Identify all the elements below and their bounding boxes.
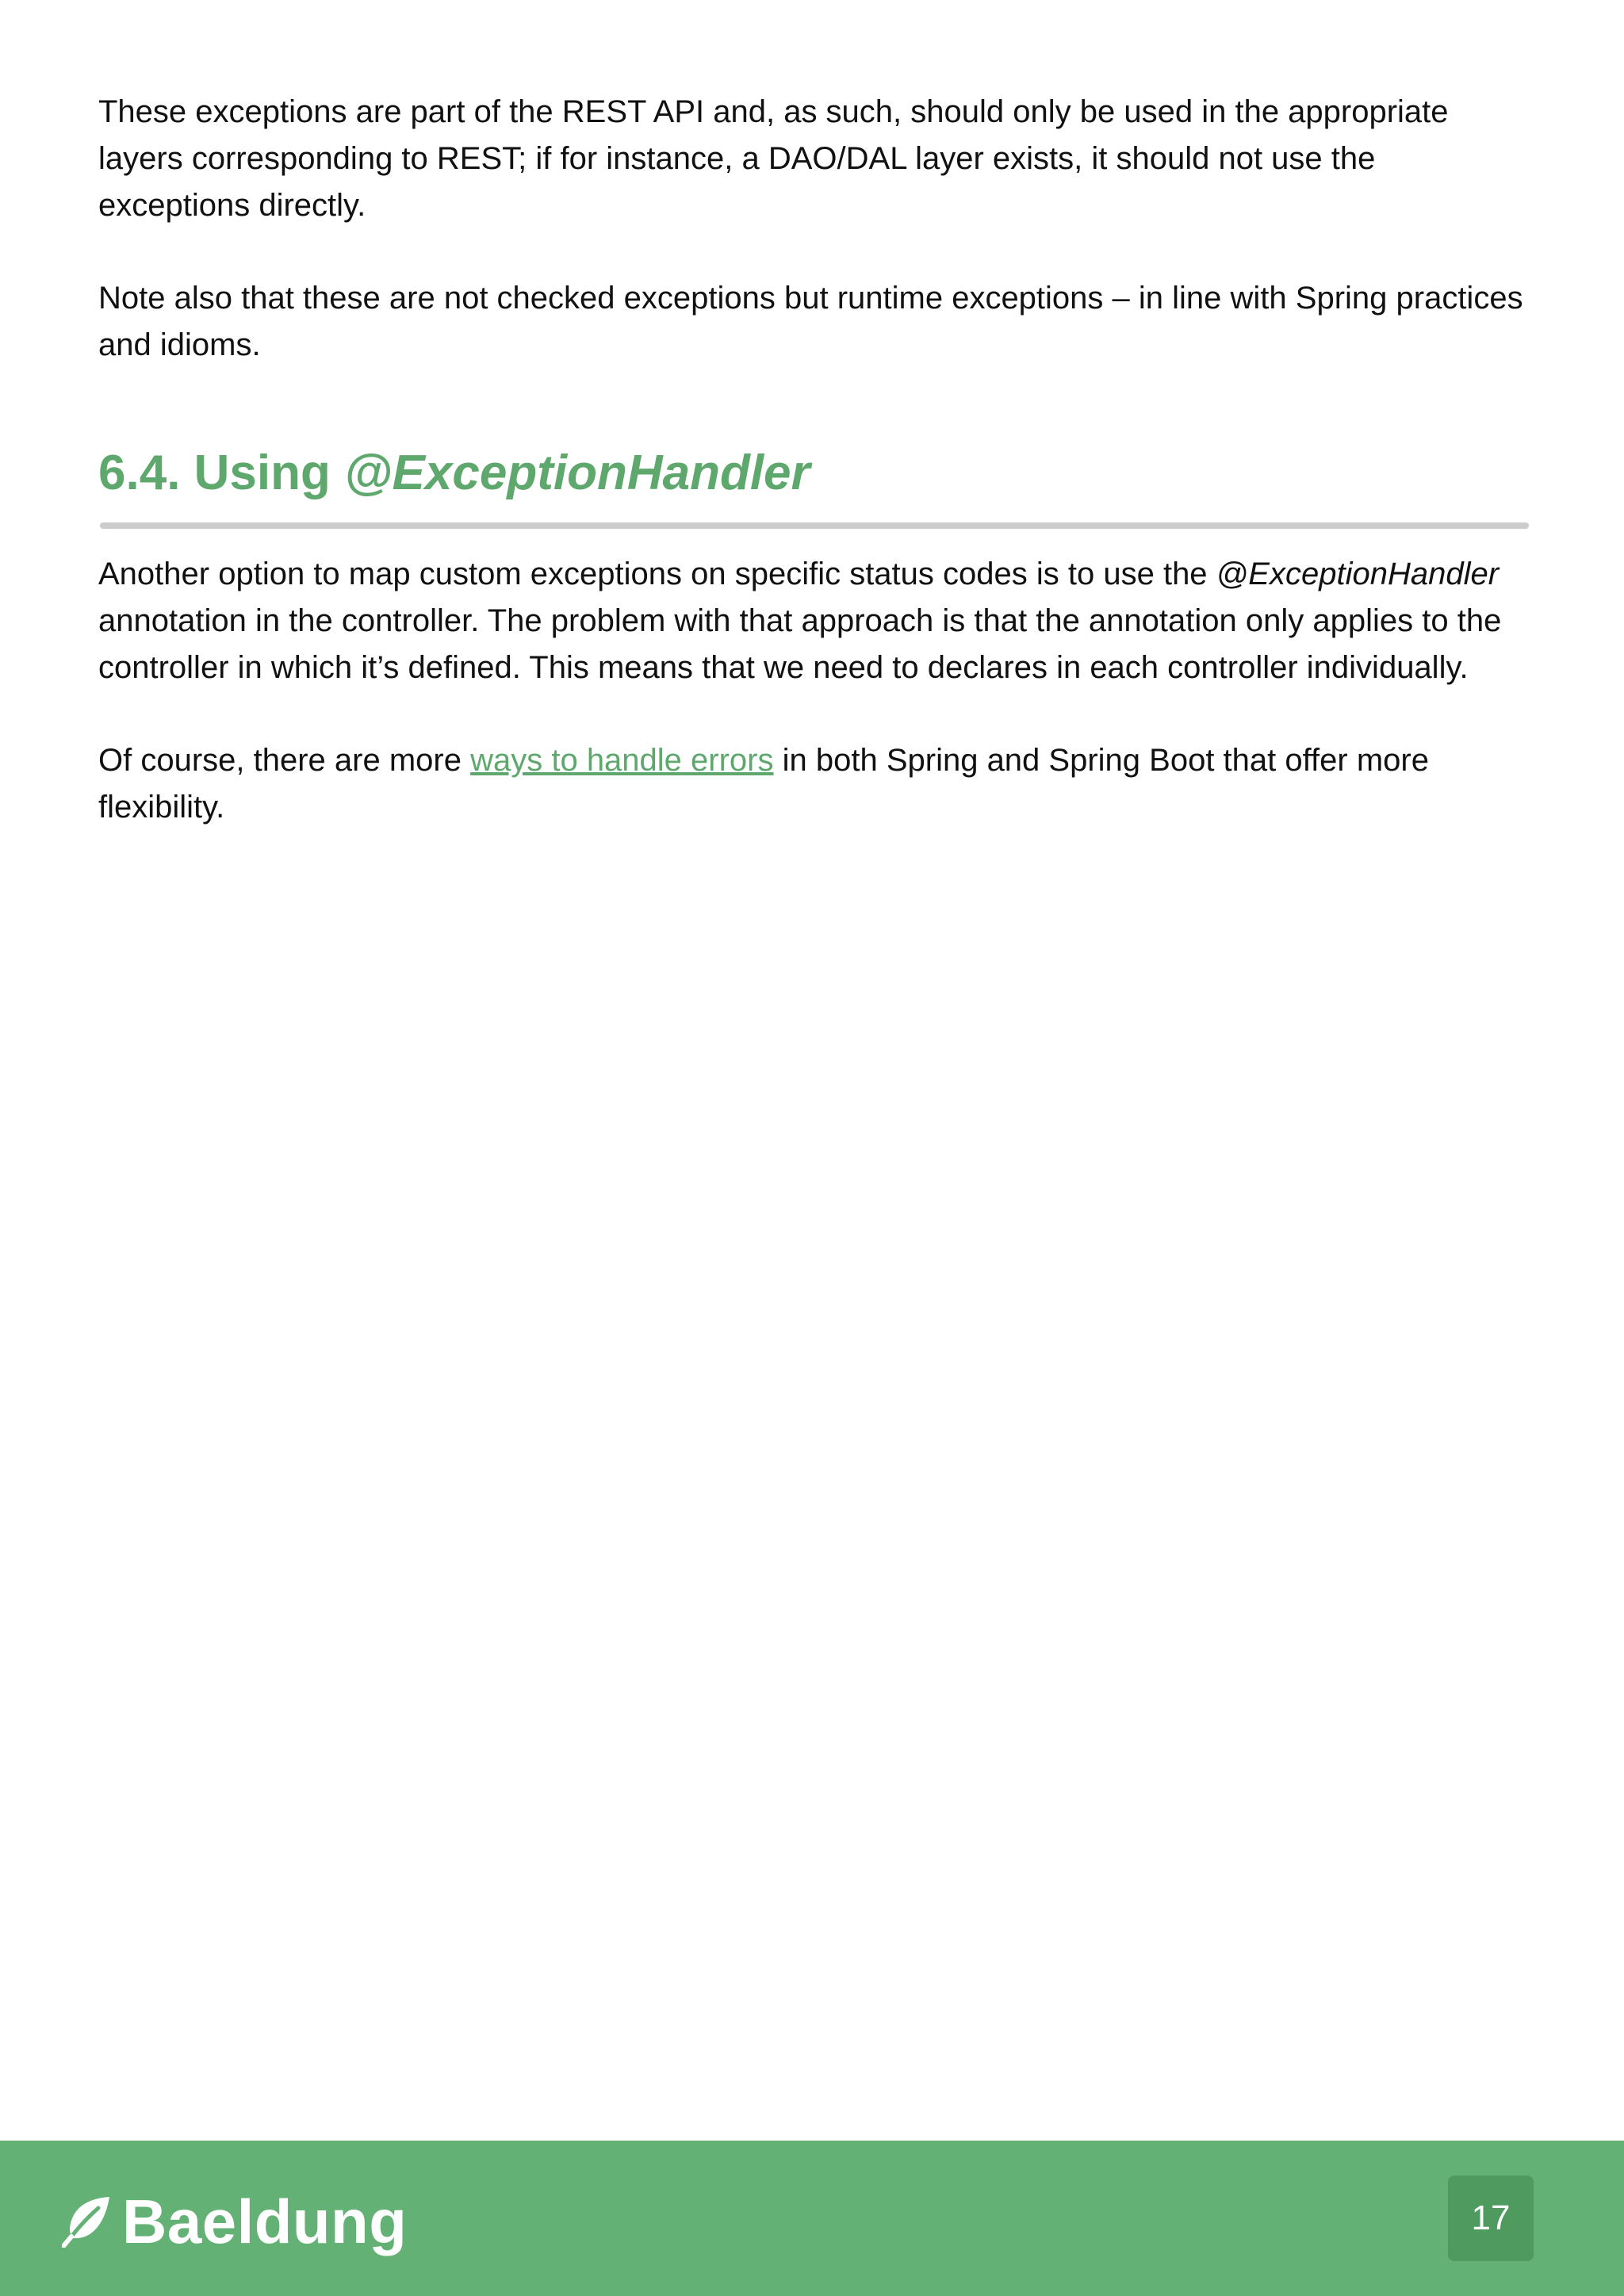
paragraph-exception-handler: [98, 551, 1530, 691]
section-divider: [100, 522, 1529, 529]
paragraph-more-ways-start: Of course, there are more: [98, 743, 471, 778]
leaf-icon: [62, 2195, 113, 2248]
page-number-badge: [1448, 2175, 1534, 2261]
paragraph-rest-exceptions: These exceptions are part of the REST API and, as such, should only be used in the appropriate layers corresponding to REST; if for instance, a DAO/DAL layer exists, it should not use the exceptions directly.: [98, 94, 1449, 223]
paragraph-more-ways: [98, 737, 1530, 831]
paragraph-exception-handler-end: annotation in the controller. The problem with that approach is that the annotation only applies to the controller in which it’s defined. This means that we need to declares in each controller individually.: [98, 603, 1502, 685]
paragraph-runtime-exceptions: Note also that these are not checked exceptions but runtime exceptions – in line with Spring practices and idioms.: [98, 281, 1523, 362]
brand-name: Baeldung: [122, 2187, 408, 2256]
page-number: 17: [1471, 2198, 1511, 2237]
paragraph-more-ways-end: in both Spring and Spring Boot that offer more flexibility.: [98, 743, 1429, 825]
paragraph-exception-handler-start: Another option to map custom exceptions on specific status codes is to use the: [98, 557, 1216, 591]
page-footer: [0, 2141, 1624, 2296]
section-heading-text: 6.4. Using: [98, 446, 345, 500]
handle-errors-link[interactable]: ways to handle errors: [470, 743, 774, 778]
section-heading-code: @ExceptionHandler: [344, 446, 810, 500]
baeldung-logo: [62, 2187, 408, 2256]
section-heading: [98, 442, 1530, 505]
exception-handler-annotation: @ExceptionHandler: [1216, 557, 1500, 591]
page-content: [98, 89, 1530, 877]
